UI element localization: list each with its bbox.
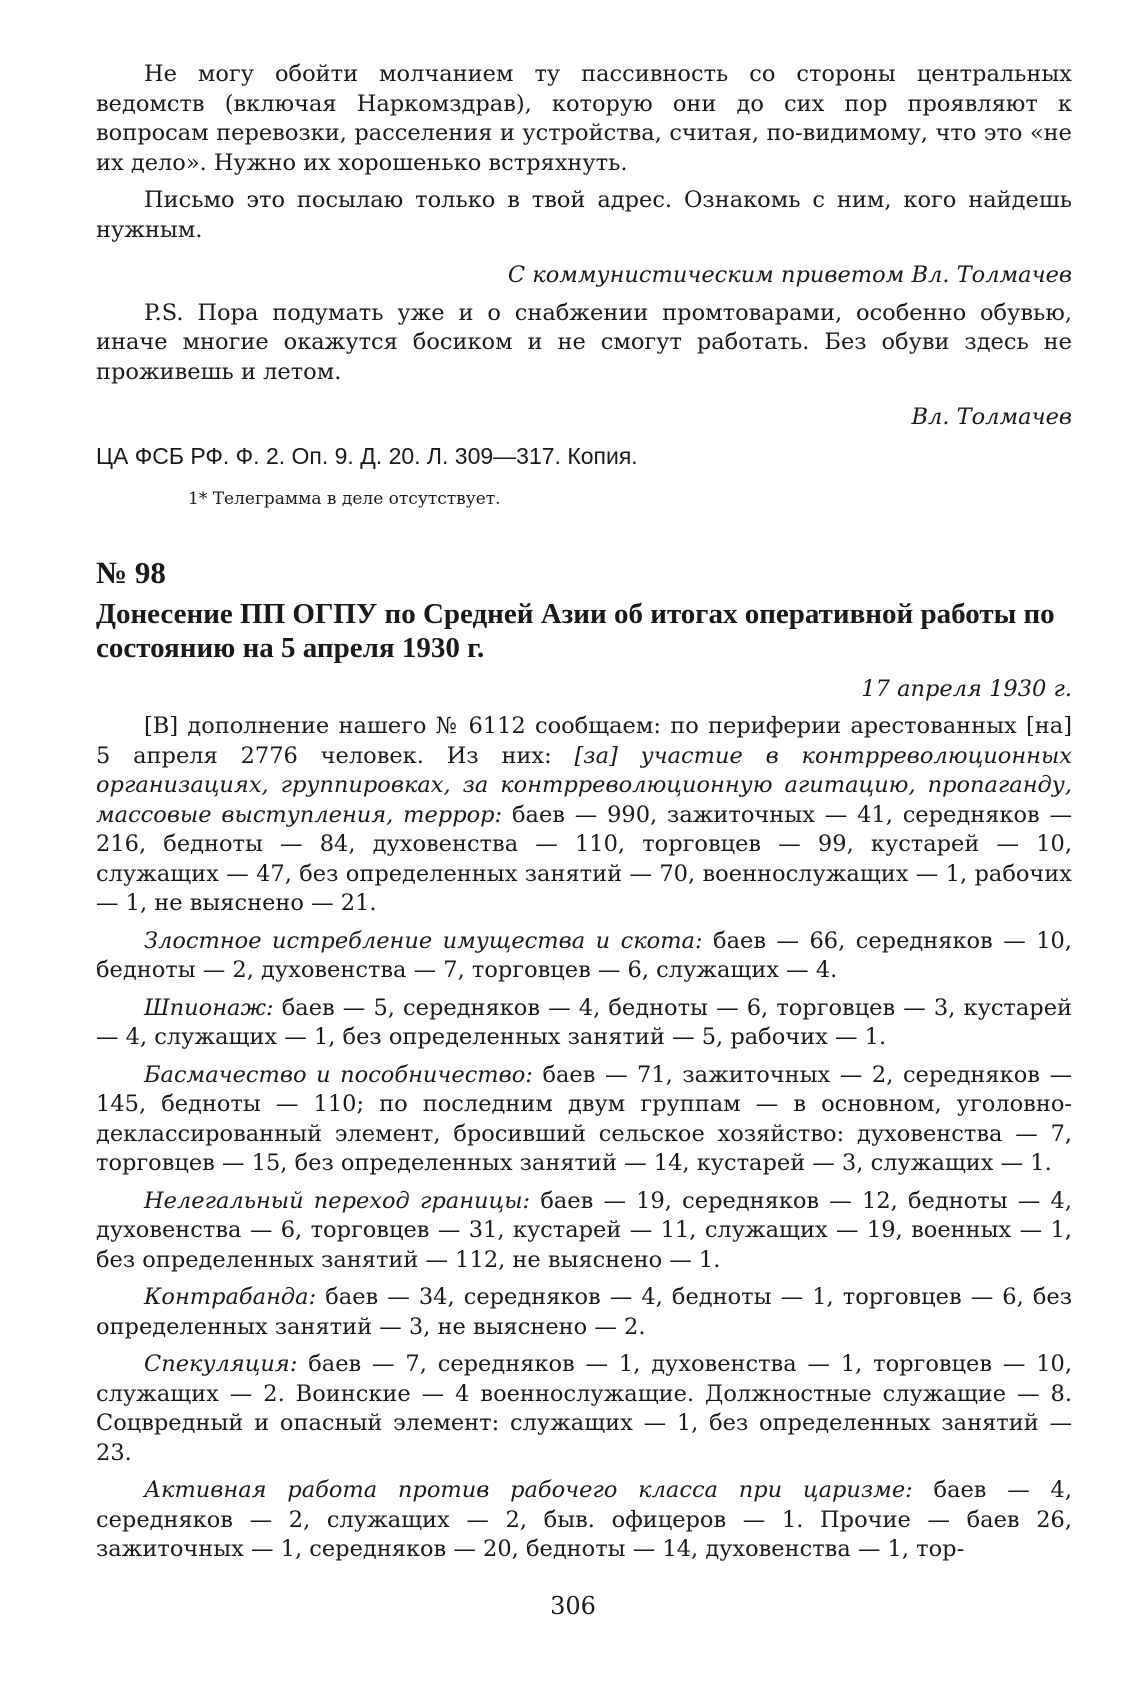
postscript-signature: Вл. Толмачев: [911, 404, 1072, 430]
report-paragraph: [96, 1061, 1072, 1179]
page-number: 306: [550, 1592, 596, 1620]
report-paragraph: [96, 994, 1072, 1053]
category-figures: баев — 66, середняков — 10, бедноты — 2, духовенства — 7, торговцев — 6, служащих — 4.: [96, 927, 1072, 983]
category-figures: баев — 990, зажиточных — 41, середняков — 216, бедноты — 84, духовенства — 110, торговцев — 99, кустарей — 10, служащих — 47, без определенных занятий — 70, военнослужащих — 1, рабочих — 1, не выяснено — 21.: [96, 801, 1073, 916]
letter-paragraph: Письмо это посылаю только в твой адрес. Ознакомь с ним, кого найдешь нужным.: [96, 187, 1072, 243]
report-paragraph: [96, 1350, 1072, 1468]
letter-paragraph: Не могу обойти молчанием ту пассивность со стороны центральных ведомств (включая Наркомздрав), которую они до сих пор проявляют к вопросам перевозки, расселения и устройства, считая, по-видимому, что это «не их дело». Нужно их хорошенько встряхнуть.: [96, 61, 1072, 176]
category-label: Спекуляция:: [144, 1351, 298, 1377]
category-figures: баев — 4, середняков — 2, служащих — 2, быв. офицеров — 1. Прочие — баев 26, зажиточных — 1, середняков — 20, бедноты — 14, духовенства — 1, тор-: [96, 1477, 1072, 1562]
report-paragraph: [96, 1283, 1072, 1342]
report-paragraph: [96, 1476, 1072, 1565]
postscript: P.S. Пора подумать уже и о снабжении промтоварами, особенно обувью, иначе многие окажутся босиком и не смогут работать. Без обуви здесь не проживешь и летом.: [96, 299, 1072, 385]
category-figures: баев — 19, середняков — 12, бедноты — 4, духовенства — 6, торговцев — 31, кустарей — 11, служащих — 19, военных — 1, без определенных занятий — 112, не выяснено — 1.: [96, 1187, 1072, 1273]
document-number: № 98: [96, 554, 166, 590]
category-label: [за] участие в контрреволюционных организациях, группировках, за контрреволюционную агитацию, пропаганду, массовые выступления, террор:: [96, 742, 1072, 828]
category-figures: баев — 5, середняков — 4, бедноты — 6, торговцев — 3, кустарей — 4, служащих — 1, без определенных занятий — 5, рабочих — 1.: [96, 994, 1072, 1050]
category-label: Шпионаж:: [144, 994, 274, 1021]
report-paragraph: [96, 927, 1072, 986]
category-label: Басмачество и пособничество:: [144, 1061, 533, 1088]
document-title: Донесение ПП ОГПУ по Средней Азии об итогах оперативной работы по состоянию на 5 апреля 1930 г.: [96, 597, 1055, 664]
category-figures: баев — 34, середняков — 4, бедноты — 1, торговцев — 6, без определенных занятий — 3, не выяснено — 2.: [96, 1284, 1072, 1340]
category-figures: баев — 7, середняков — 1, духовенства — 1, торговцев — 10, служащих — 2. Воинские — 4 военнослужащие. Должностные служащие — 8. Соцвредный и опасный элемент: служащих — 1, без определенных занятий — 23.: [96, 1351, 1072, 1466]
letter-signoff: С коммунистическим приветом Вл. Толмачев: [507, 262, 1072, 288]
category-label: Злостное истребление имущества и скота:: [144, 927, 703, 954]
category-label: Активная работа против рабочего класса при царизме:: [144, 1477, 913, 1503]
footnote: 1* Телеграмма в деле отсутствует.: [188, 488, 501, 509]
report-paragraph: [96, 712, 1072, 919]
page-body: [96, 60, 1072, 1565]
report-paragraph: [96, 1187, 1072, 1276]
archive-reference: ЦА ФСБ РФ. Ф. 2. Оп. 9. Д. 20. Л. 309—317. Копия.: [96, 442, 638, 469]
document-date: 17 апреля 1930 г.: [861, 675, 1072, 702]
category-label: Нелегальный переход границы:: [144, 1187, 531, 1214]
category-figures: баев — 71, зажиточных — 2, середняков — 145, бедноты — 110; по последним двум группам — в основном, уголовно-деклассированный элемент, бросивший сельское хозяйство: духовенства — 7, торговцев — 15, без определенных занятий — 14, кустарей — 3, служащих — 1.: [96, 1061, 1072, 1176]
category-label: Контрабанда:: [144, 1284, 317, 1310]
report-intro: [В] дополнение нашего № 6112 сообщаем: по периферии арестованных [на] 5 апреля 2776 человек. Из них:: [96, 713, 1072, 769]
